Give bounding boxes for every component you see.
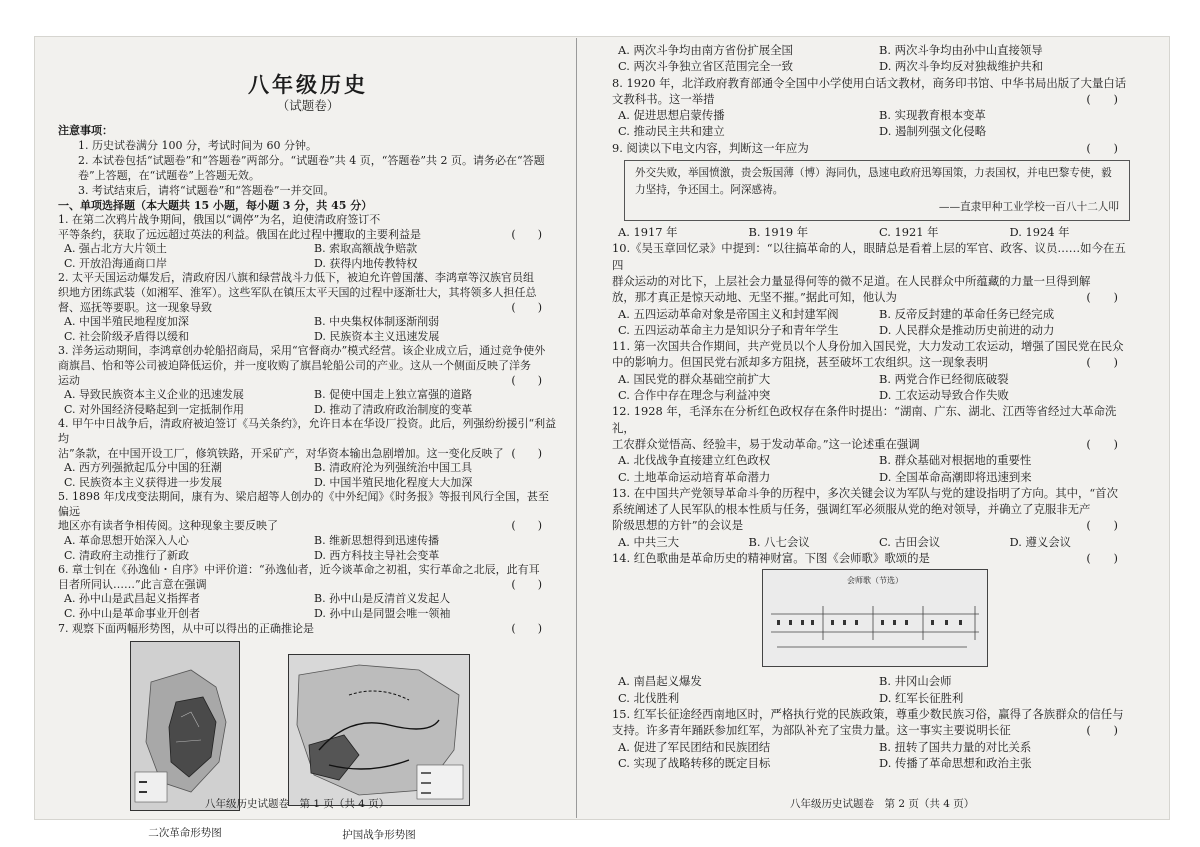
question-stem: 5. 1898 年戊戌变法期间，康有为、梁启超等人创办的《中外纪闻》《时务报》等报刊风行全国，甚至偏远	[58, 490, 549, 518]
page-1-footer: 八年级历史试题卷 第 1 页（共 4 页）	[205, 798, 390, 810]
option-c: C. 古田会议	[879, 534, 941, 549]
option-a: A. 南昌起义爆发	[618, 674, 702, 689]
option-a: A. 两次斗争均由南方省份扩展全国	[618, 43, 793, 57]
question-stem: 阶级思想的方针”的会议是	[612, 518, 744, 533]
option-c: C. 民族资本主义获得进一步发展	[64, 475, 223, 489]
answer-bracket: ( )	[1086, 140, 1118, 155]
option-b: B. 清政府沦为列强统治中国工具	[314, 461, 473, 475]
option-b: B. 群众基础对根据地的重要性	[879, 453, 1032, 468]
option-a: A. 国民党的群众基础空前扩大	[618, 371, 771, 386]
answer-bracket: ( )	[1086, 290, 1118, 305]
answer-bracket: ( )	[1086, 518, 1118, 533]
answer-bracket: ( )	[511, 519, 542, 533]
option-a: A. 强占北方大片领土	[64, 242, 167, 256]
option-c: C. 实现了战略转移的既定目标	[618, 755, 771, 770]
option-d: D. 遵义会议	[1009, 534, 1072, 549]
question-stem: 地区亦有读者争相传阅。这种现象主要反映了	[58, 519, 278, 533]
option-b: B. 索取高额战争赔款	[314, 242, 418, 256]
option-d: D. 1924 年	[1009, 225, 1070, 240]
answer-bracket: ( )	[1086, 355, 1118, 370]
question-1	[58, 213, 558, 271]
answer-bracket: ( )	[511, 300, 542, 314]
option-c: C. 1921 年	[879, 225, 939, 240]
option-a: A. 中共三大	[618, 534, 680, 549]
question-stem: 13. 在中国共产党领导革命斗争的历程中，多次关键会议为军队与党的建设指明了方向。其中，“首次	[612, 485, 1118, 500]
question-stem: 支持。许多青年踊跃参加红军，为部队补充了宝贵力量。这一事实主要说明长征	[612, 723, 1011, 738]
question-stem: 7. 观察下面两幅形势图，从中可以得出的正确推论是	[58, 621, 314, 635]
map2-caption: 护国战争形势图	[342, 829, 416, 842]
question-5	[58, 490, 558, 563]
question-4	[58, 417, 558, 490]
section-heading: 一、单项选择题（本大题共 15 小题，每小题 3 分，共 45 分）	[58, 199, 373, 212]
answer-bracket: ( )	[511, 621, 542, 635]
question-stem: 1. 在第二次鸦片战争期间，俄国以“调停”为名，迫使清政府签订不	[58, 213, 381, 226]
answer-bracket: ( )	[511, 227, 542, 241]
option-b: B. 扭转了国共力量的对比关系	[879, 739, 1032, 754]
question-10	[612, 240, 1134, 338]
question-15	[612, 706, 1134, 771]
option-d: D. 工农运动导致合作失败	[879, 388, 1009, 403]
song-title: 会师歌（节选）	[847, 576, 903, 586]
option-d: D. 全国革命高潮即将迅速到来	[879, 469, 1032, 484]
page-title: 八年级历史	[248, 72, 368, 97]
option-a: A. 五四运动革命对象是帝国主义和封建军阀	[618, 306, 839, 321]
option-b: B. 孙中山是反清首义发起人	[314, 592, 451, 606]
maps-figure	[58, 636, 558, 846]
question-stem: 系统阐述了人民军队的根本性质与任务，强调红军必须服从党的绝对领导，并确立了克服非无产	[612, 502, 1091, 517]
option-b: B. 1919 年	[748, 225, 809, 240]
option-b: B. 两党合作已经彻底破裂	[879, 371, 1009, 386]
option-c: C. 两次斗争独立省区范围完全一致	[618, 59, 794, 74]
answer-bracket: ( )	[511, 577, 542, 591]
option-a: A. 促进思想启蒙传播	[618, 108, 725, 123]
answer-bracket: ( )	[511, 446, 542, 460]
option-c: C. 社会阶级矛盾得以缓和	[64, 329, 190, 343]
option-d: D. 传播了革命思想和政治主张	[879, 755, 1032, 770]
page-2-footer: 八年级历史试题卷 第 2 页（共 4 页）	[790, 798, 975, 810]
map-national-protection-war	[288, 654, 470, 806]
answer-bracket: ( )	[1086, 91, 1118, 106]
question-9	[612, 140, 1134, 241]
page-1	[58, 42, 558, 846]
option-c: C. 对外国经济侵略起到一定抵制作用	[64, 402, 245, 416]
option-a: A. 中国半殖民地程度加深	[64, 315, 189, 329]
question-stem: 平等条约，获取了远远超过英法的利益。俄国在此过程中攫取的主要利益是	[58, 227, 421, 241]
option-c: C. 推动民主共和建立	[618, 124, 725, 139]
song-score-figure	[762, 569, 988, 667]
question-7-options	[612, 42, 1134, 75]
question-stem: 织地方团练武装（如湘军、淮军）。这些军队在镇压太平天国的过程中逐渐壮大，其将领多人担任总	[58, 285, 537, 299]
question-stem: 放，那才真正是惊天动地、无坚不摧。”据此可知，他认为	[612, 290, 897, 305]
option-d: D. 推动了清政府政治制度的变革	[314, 402, 473, 416]
option-b: B. 中央集权体制逐渐削弱	[314, 315, 440, 329]
notice-heading: 注意事项：	[58, 124, 113, 137]
question-stem: 商旗昌、怡和等公司被迫降低运价，并一度收购了旗昌轮船公司的产业。这从一个侧面反映了洋务	[58, 358, 531, 372]
question-stem: 2. 太平天国运动爆发后，清政府因八旗和绿营战斗力低下，被迫允许曾国藩、李鸿章等汉族官员组	[58, 271, 534, 285]
question-11	[612, 338, 1134, 403]
question-8	[612, 75, 1134, 140]
question-stem: 中的影响力。但国民党右派却多方阻挠，甚至破坏工农组织。这一现象表明	[612, 355, 988, 370]
answer-bracket: ( )	[1086, 436, 1118, 451]
question-13	[612, 485, 1134, 550]
page-divider	[576, 38, 577, 818]
answer-bracket: ( )	[511, 373, 542, 387]
option-d: D. 西方科技主导社会变革	[314, 548, 440, 562]
option-d: D. 遏制列强文化侵略	[879, 124, 987, 139]
option-d: D. 人民群众是推动历史前进的动力	[879, 322, 1055, 337]
question-stem: 12. 1928 年，毛泽东在分析红色政权存在条件时提出：“湖南、广东、湖北、江西等省经过大革命洗礼，	[612, 404, 1117, 435]
question-stem: 4. 甲午中日战争后，清政府被迫签订《马关条约》，允许日本在华设厂投资。此后，列强纷纷援引“利益均	[58, 417, 557, 445]
option-b: B. 反帝反封建的革命任务已经完成	[879, 306, 1055, 321]
question-12	[612, 403, 1134, 484]
question-stem: 工农群众觉悟高、经验丰，易于发动革命。”这一论述重在强调	[612, 436, 920, 451]
notice-line: 1. 历史试卷满分 100 分，考试时间为 60 分钟。	[78, 139, 317, 152]
question-stem: 督、巡抚等要职。这一现象导致	[58, 300, 212, 314]
option-d: D. 孙中山是同盟会唯一领袖	[314, 607, 451, 621]
option-a: A. 1917 年	[618, 225, 678, 240]
option-d: D. 获得内地传教特权	[314, 256, 418, 270]
telegram-quote-box	[624, 160, 1130, 221]
option-c: C. 孙中山是革命事业开创者	[64, 607, 201, 621]
telegram-signature: ——直隶甲种工业学校一百八十二人叩	[938, 201, 1119, 214]
map1-caption: 二次革命形势图	[148, 827, 222, 840]
option-b: B. 八七会议	[748, 534, 810, 549]
option-b: B. 井冈山会师	[879, 674, 952, 689]
question-stem: 11. 第一次国共合作期间，共产党员以个人身份加入国民党，大力发动工农运动，增强了国民党在民众	[612, 339, 1124, 354]
question-7	[58, 622, 558, 847]
page-2	[612, 42, 1134, 771]
question-stem: 文教科书。这一举措	[612, 91, 715, 106]
option-d: D. 两次斗争均反对独裁维护共和	[879, 59, 1044, 74]
option-c: C. 清政府主动推行了新政	[64, 548, 190, 562]
option-a: A. 导致民族资本主义企业的迅速发展	[64, 388, 244, 402]
option-c: C. 开放沿海通商口岸	[64, 256, 168, 270]
option-d: D. 红军长征胜利	[879, 690, 964, 705]
question-stem: 10.《吴玉章回忆录》中提到：“以往搞革命的人，眼睛总是看着上层的军官、政客、议员……如今在五四	[612, 241, 1126, 272]
question-stem: 3. 洋务运动期间，李鸿章创办轮船招商局，采用“官督商办”模式经营。该企业成立后，通过竞争使外	[58, 344, 546, 358]
answer-bracket: ( )	[1086, 723, 1118, 738]
option-d: D. 民族资本主义迅速发展	[314, 329, 440, 343]
notice-line: 3. 考试结束后，请将“试题卷”和“答题卷”一并交回。	[78, 184, 335, 197]
option-c: C. 合作中存在理念与利益冲突	[618, 388, 771, 403]
option-a: A. 北伐战争直接建立红色政权	[618, 453, 771, 468]
option-b: B. 实现教育根本变革	[879, 108, 986, 123]
option-c: C. 五四运动革命主力是知识分子和青年学生	[618, 322, 839, 337]
question-stem: 沾”条款，在中国开设工厂，修筑铁路，开采矿产，对华资本输出急剧增加。这一变化反映了	[58, 446, 504, 460]
option-a: A. 西方列强掀起瓜分中国的狂潮	[64, 461, 222, 475]
option-c: C. 北伐胜利	[618, 690, 680, 705]
question-stem: 8. 1920 年，北洋政府教育部通令全国中小学使用白话文教材，商务印书馆、中华书局出版了大量白话	[612, 75, 1127, 90]
option-b: B. 维新思想得到迅速传播	[314, 534, 440, 548]
notice-line: 卷”上答题，在“试题卷”上答题无效。	[78, 169, 260, 182]
telegram-text: 外交失败，举国愤激，贵会叛国薄（博）海同仇，恳速电政府迅筹国策，力表国权，并电巴黎专使，毅力坚持，争还国土。阿深感祷。	[635, 167, 1112, 197]
question-stem: 群众运动的对比下，上层社会力量显得何等的微不足道。在人民群众中所蕴藏的力量一旦得到解	[612, 273, 1091, 288]
question-stem: 6. 章士钊在《孙逸仙・自序》中评价道：“孙逸仙者，近今谈革命之初祖，实行革命之北辰，此有耳	[58, 563, 540, 577]
question-2	[58, 271, 558, 344]
option-b: B. 两次斗争均由孙中山直接领导	[879, 43, 1043, 57]
question-stem: 9. 阅读以下电文内容，判断这一年应为	[612, 140, 809, 155]
option-a: A. 孙中山是武昌起义指挥者	[64, 592, 200, 606]
question-6	[58, 563, 558, 621]
question-stem: 运动	[58, 373, 80, 387]
option-a: A. 革命思想开始深入人心	[64, 534, 189, 548]
option-d: D. 中国半殖民地化程度大大加深	[314, 475, 473, 489]
answer-bracket: ( )	[1086, 551, 1118, 566]
question-stem: 14. 红色歌曲是革命历史的精神财富。下图《会师歌》歌颂的是	[612, 551, 930, 566]
option-a: A. 促进了军民团结和民族团结	[618, 739, 771, 754]
option-c: C. 土地革命运动培育革命潜力	[618, 469, 771, 484]
page-subtitle: （试题卷）	[276, 98, 340, 113]
question-stem: 15. 红军长征途经西南地区时，严格执行党的民族政策，尊重少数民族习俗，赢得了各族群众的信任与	[612, 706, 1124, 721]
question-stem: 目者所同认……”此言意在强调	[58, 577, 207, 591]
question-3	[58, 344, 558, 417]
notice-line: 2. 本试卷包括“试题卷”和“答题卷”两部分。“试题卷”共 4 页，“答题卷”共 2 页。请务必在“答题	[78, 154, 545, 167]
map-second-revolution	[130, 641, 240, 811]
option-b: B. 促使中国走上独立富强的道路	[314, 388, 473, 402]
question-14	[612, 550, 1134, 706]
